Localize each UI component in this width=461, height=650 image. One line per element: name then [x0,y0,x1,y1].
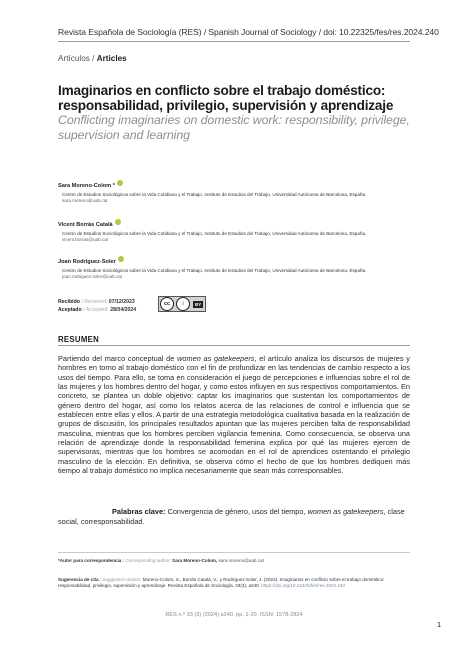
article-dates [58,298,136,314]
section-breadcrumb [58,54,127,63]
page-number: 1 [437,620,442,629]
corresponding-email[interactable]: sara.moreno@uab.cat [217,558,264,563]
author-block-3 [58,250,392,279]
author-email[interactable]: sara.moreno@uab.cat [62,197,108,203]
header-divider [58,41,410,42]
author-name: Sara Moreno-Colom * [58,183,115,189]
author-email[interactable]: joan.rodriguez.soler@uab.cat [62,273,123,279]
page-footer: RES n.º 33 (3) (2024) a240. pp. 1-20. ISSN: 1578-2824 [165,612,303,618]
author-email[interactable]: vicent.borras@uab.cat [62,236,109,242]
orcid-icon[interactable] [115,219,121,225]
keywords: Palabras clave: Convergencia de género, usos del tiempo, women as gatekeepers, clase social, corresponsabilidad. [58,507,405,526]
author-block-2 [58,213,392,242]
creative-commons-icon: cc [160,297,174,311]
author-affiliation: Centro de Estudios Sociológicos sobre la Vida Cotidiana y el Trabajo, Instituto de Estudios del Trabajo, Universidad Autónoma de Barcelona, España. [62,268,367,273]
author-name: Joan Rodríguez-Soler [58,259,116,265]
received-date: Recibido / Received: 07/12/2023 [58,299,135,305]
author-name: Vicent Borràs Català [58,222,113,228]
by-label: BY [195,301,202,307]
resumen-divider [58,345,410,346]
accepted-date: Aceptado / Accepted: 28/04/2024 [58,307,137,313]
resumen-heading: RESUMEN [58,335,100,344]
abstract-text: Partiendo del marco conceptual de women as gatekeepers, el artículo analiza los discursos de mujeres y hombres en torno al trabajo doméstico con el fin de profundizar en las tendencias de cambio respecto a los usos del tiempo. Para ello, se toma en consideración el juego de percepciones e influencias sobre el rol de las mujeres y los hombres dentro del hogar, y como estos influyen en sus respectivos comportamientos. En concreto, se plantea un doble objetivo: captar los imaginarios que sustentan los comportamientos de género dentro del hogar, así como los relatos acerca de las relaciones de control e influencia que se establecen entre ellas y ellos. A partir de una estrategia metodológica cualitativa basada en la realización de grupos de discusión, los principales resultados apuntan que las mujeres perciben falta de responsabilidad masculina, mientras que los hombres perciben vigilancia femenina. Como consecuencia, se observa una relación de aprendizaje donde la responsabilidad femenina explica por qué las mujeres ejercen de supervisoras, mientras que los hombres se acomodan en el rol de aprendices ostentando el privilegio masculino de la elección. En definitiva, se observa cómo el hecho de que los hombres dediquen más tiempo al trabajo doméstico no implica necesariamente que sean más corresponsables. [58,354,410,476]
author-block-1 [58,174,392,203]
journal-header: Revista Española de Sociología (RES) / Spanish Journal of Sociology / doi: 10.22325/fes/res.2024.240 [58,27,439,37]
orcid-icon[interactable] [118,256,124,262]
orcid-icon[interactable] [117,180,123,186]
article-title-es: Imaginarios en conflicto sobre el trabajo doméstico: responsabilidad, privilegio, supervisión y aprendizaje [58,83,394,113]
corresponding-author: *Autor para correspondencia / Corresponding author: Sara Moreno-Colom, sara.moreno@uab.cat [58,558,264,563]
footnote-divider [58,552,410,553]
author-affiliation: Centro de Estudios Sociológicos sobre la Vida Cotidiana y el Trabajo, Instituto de Estudios del Trabajo, Universidad Autónoma de Barcelona, España. [62,231,367,236]
cc-license-badge[interactable] [158,296,206,312]
article-title-en: Conflicting imaginaries on domestic work: responsibility, privilege, supervision and learning [58,113,410,142]
keywords-label: Palabras clave: [112,507,166,516]
attribution-icon: i [176,297,190,311]
section-separator: / [89,54,97,63]
doi-link[interactable]: https://doi.org/10.22325/fes/res.2024.240 [260,583,346,589]
section-current: Articles [96,54,127,63]
section-parent: Artículos [58,54,90,63]
suggested-citation: Sugerencia de cita / Suggested citation: Moreno-Colom, S., Borràs Català, V., y Rodríguez-Soler, J. (2024). Imaginarios en conflicto sobre el trabajo doméstico: responsabilidad, privilegio, supervisión y aprendizaje. Revista Española de Sociología, 33(3), a240. https://doi.org/10.22325/fes/res.2024.240 [58,577,385,589]
author-affiliation: Centro de Estudios Sociológicos sobre la Vida Cotidiana y el Trabajo, Instituto de Estudios del Trabajo, Universidad Autónoma de Barcelona, España. [62,192,367,197]
